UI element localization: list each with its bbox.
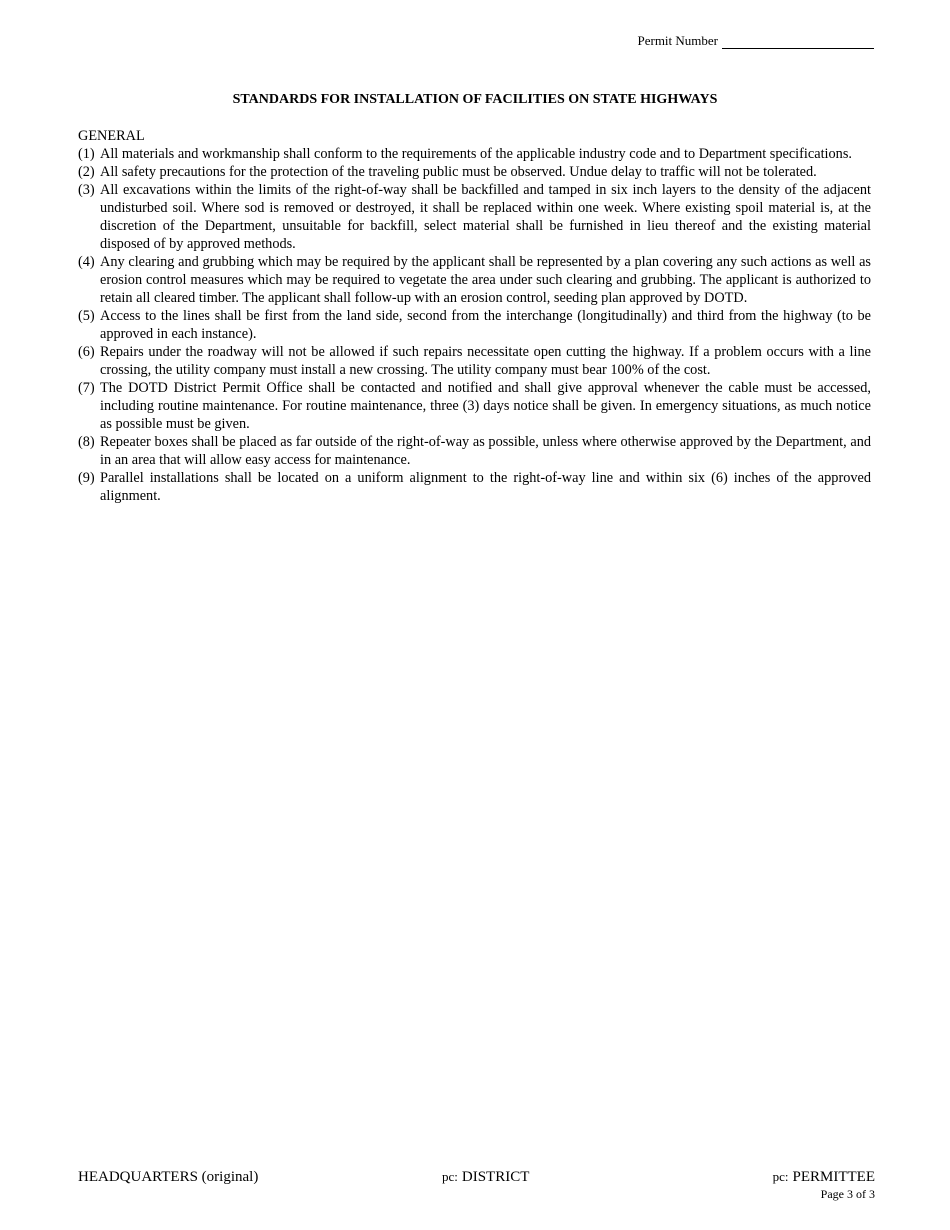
list-item — [78, 181, 871, 253]
list-item — [78, 253, 871, 307]
list-item — [78, 379, 871, 433]
item-number: (4) — [78, 254, 95, 270]
list-item — [78, 145, 871, 163]
item-number: (5) — [78, 308, 95, 324]
permit-number-label: Permit Number — [637, 33, 718, 48]
list-item — [78, 343, 871, 379]
permit-number-field — [637, 33, 874, 49]
list-item — [78, 433, 871, 469]
list-item — [78, 307, 871, 343]
item-number: (6) — [78, 344, 95, 360]
footer-permittee — [773, 1169, 875, 1186]
item-number: (2) — [78, 164, 95, 180]
item-text: Repairs under the roadway will not be allowed if such repairs necessitate open cutting the highway. If a problem occurs with a line crossing, the utility company must install a new crossing. The utility company must bear 100% of the cost. — [100, 344, 871, 378]
item-number: (8) — [78, 434, 95, 450]
item-text: All safety precautions for the protection of the traveling public must be observed. Undue delay to traffic will not be tolerated. — [100, 164, 817, 180]
list-item — [78, 469, 871, 505]
page-number: Page 3 of 3 — [820, 1187, 875, 1201]
list-item — [78, 163, 871, 181]
section-heading: GENERAL — [78, 128, 145, 144]
item-text: Parallel installations shall be located on a uniform alignment to the right-of-way line and within six (6) inches of the approved alignment. — [100, 470, 871, 504]
general-section — [78, 127, 871, 505]
item-text: All excavations within the limits of the right-of-way shall be backfilled and tamped in six inch layers to the density of the adjacent undisturbed soil. Where sod is removed or destroyed, it shall be replaced within one week. Where existing spoil material is, at the discretion of the Department, unsuitable for backfill, select material shall be furnished in lieu thereof and the existing material disposed of by approved methods. — [100, 182, 871, 252]
item-text: Any clearing and grubbing which may be required by the applicant shall be represented by a plan covering any such actions as well as erosion control measures which may be required to vegetate the area under such clearing and grubbing. The applicant is authorized to retain all cleared timber. The applicant shall follow-up with an erosion control, seeding plan approved by DOTD. — [100, 254, 871, 306]
document-title: STANDARDS FOR INSTALLATION OF FACILITIES ON STATE HIGHWAYS — [232, 92, 718, 107]
item-number: (3) — [78, 182, 95, 198]
permit-number-blank — [722, 35, 874, 49]
item-number: (1) — [78, 146, 95, 162]
footer-permittee-prefix: pc: — [772, 1169, 789, 1184]
footer-headquarters: HEADQUARTERS (original) — [78, 1169, 259, 1185]
item-number: (9) — [78, 470, 95, 486]
item-number: (7) — [78, 380, 95, 396]
footer-district-label: DISTRICT — [461, 1169, 530, 1185]
item-text: The DOTD District Permit Office shall be contacted and notified and shall give approval whenever the cable must be accessed, including routine maintenance. For routine maintenance, three (3) days notice shall be given. In emergency situations, as much notice as possible must be given. — [100, 380, 871, 432]
item-text: Access to the lines shall be first from the land side, second from the interchange (longitudinally) and third from the highway (to be approved in each instance). — [100, 308, 871, 342]
footer-permittee-label: PERMITTEE — [792, 1169, 875, 1185]
footer-district — [442, 1169, 529, 1186]
footer-district-prefix: pc: — [442, 1169, 458, 1184]
item-text: All materials and workmanship shall conform to the requirements of the applicable industry code and to Department specifications. — [100, 146, 852, 162]
item-text: Repeater boxes shall be placed as far outside of the right-of-way as possible, unless where otherwise approved by the Department, and in an area that will allow easy access for maintenance. — [100, 434, 871, 468]
